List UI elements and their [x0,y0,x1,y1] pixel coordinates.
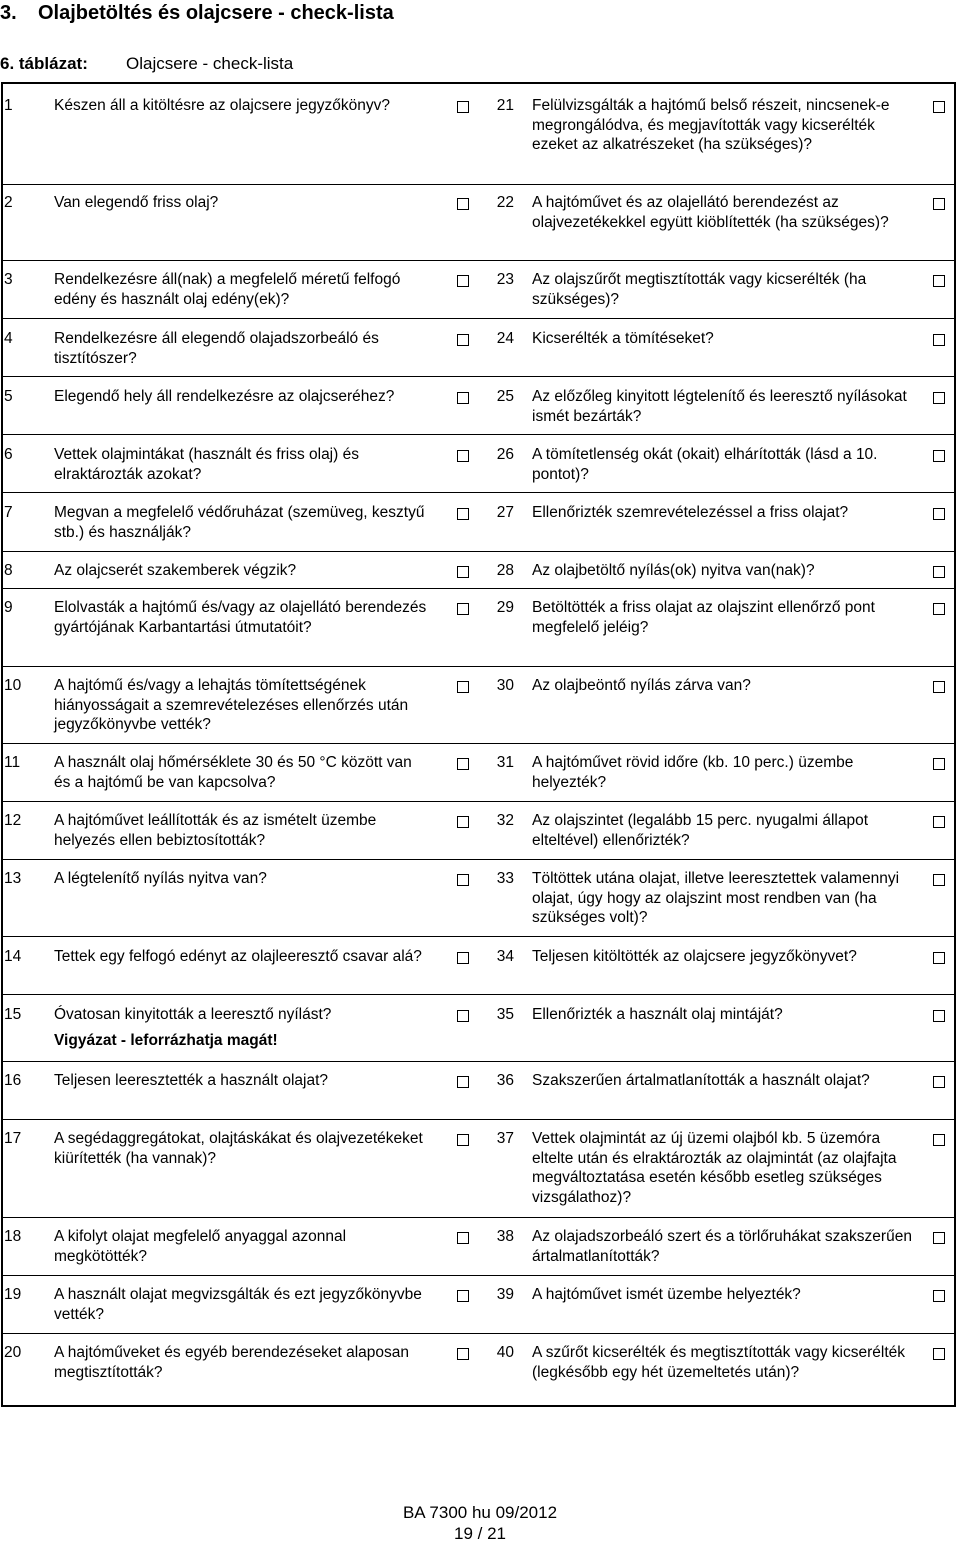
item-question-text: Az előzőleg kinyitott légtelenítő és leeresztő nyílásokat ismét bezárták? [532,388,907,425]
row-divider [1,551,956,552]
item-question [532,503,912,523]
item-question-text: A hajtómű és/vagy a lehajtás tömítettségének hiányosságait a szemrevételezéses ellenőrzés után jegyzőkönyvbe vették? [54,677,409,734]
item-question-text: Teljesen leeresztették a használt olajat? [54,1072,328,1089]
item-checkbox[interactable] [457,1290,469,1302]
item-question-text: Vettek olajmintát az új üzemi olajból kb. 5 üzemóra eltelte után és elraktározták az olajmintát (az olajfajta megváltoztatása esetén később esetleg szükséges vizsgálathoz)? [532,1130,897,1206]
item-question-text: Az olajadszorbeáló szert és a törlőruhákat szakszerűen ártalmatlanították? [532,1228,912,1265]
item-question [532,753,912,792]
item-question-text: A hajtóművet ismét üzembe helyezték? [532,1286,801,1303]
item-question-text: A légtelenítő nyílás nyitva van? [54,870,267,887]
item-checkbox[interactable] [457,275,469,287]
item-question-text: A használt olaj hőmérséklete 30 és 50 °C között van és a hajtómű be van kapcsolva? [54,754,412,791]
item-number: 8 [4,562,13,579]
item-question-text: A hajtóművet leállították és az ismételt üzembe helyezés ellen bebiztosították? [54,812,377,849]
item-question [532,947,912,967]
item-checkbox[interactable] [933,681,945,693]
item-number: 27 [496,504,514,521]
item-question-text: Szakszerűen ártalmatlanították a használt olajat? [532,1072,870,1089]
item-checkbox[interactable] [933,1076,945,1088]
item-question-text: A hajtóművet és az olajellátó berendezést az olajvezetékekkel együtt kiöblítették (ha szükséges)? [532,194,889,231]
item-checkbox[interactable] [457,392,469,404]
item-question [532,387,912,426]
item-checkbox[interactable] [933,1232,945,1244]
section-number: 3. [0,2,17,24]
item-question [54,329,432,368]
item-checkbox[interactable] [933,758,945,770]
item-question-text: Az olajszintet (legalább 15 perc. nyugalmi állapot elteltével) ellenőrizték? [532,812,869,849]
item-number: 24 [496,330,514,347]
item-question [54,387,432,407]
row-divider [1,743,956,744]
item-question [532,1285,912,1305]
item-question [532,676,912,696]
item-question [54,1071,432,1091]
warning-text: Vigyázat - leforrázhatja magát! [54,1031,278,1049]
item-question-text: A szűrőt kicserélték és megtisztították vagy kicserélték (legkésőbb egy hét üzemeltetés után)? [532,1344,905,1381]
row-divider [1,376,956,377]
row-divider [1,260,956,261]
item-checkbox[interactable] [457,816,469,828]
item-checkbox[interactable] [457,334,469,346]
item-checkbox[interactable] [457,1348,469,1360]
item-checkbox[interactable] [457,952,469,964]
item-checkbox[interactable] [933,275,945,287]
item-number: 36 [496,1072,514,1089]
item-question-text: Az olajbeöntő nyílás zárva van? [532,677,751,694]
item-question [532,598,912,637]
row-divider [1,492,956,493]
item-checkbox[interactable] [933,450,945,462]
item-number: 2 [4,194,13,211]
row-divider [1,318,956,319]
row-divider [1,1119,956,1120]
item-question-text: Betöltötték a friss olajat az olajszint ellenőrző pont megfelelő jeléig? [532,599,875,636]
item-question-text: Rendelkezésre áll elegendő olajadszorbeáló és tisztítószer? [54,330,379,367]
item-question-text: Teljesen kitöltötték az olajcsere jegyzőkönyvet? [532,948,857,965]
item-checkbox[interactable] [933,1010,945,1022]
item-question [54,1005,432,1050]
item-number: 18 [4,1228,22,1245]
item-checkbox[interactable] [933,874,945,886]
item-question-text: Az olajbetöltő nyílás(ok) nyitva van(nak)? [532,562,815,579]
item-question-text: Készen áll a kitöltésre az olajcsere jegyzőkönyv? [54,97,391,114]
item-checkbox[interactable] [457,758,469,770]
item-number: 21 [496,97,514,114]
item-number: 4 [4,330,13,347]
item-question [532,561,912,581]
item-number: 32 [496,812,514,829]
item-number: 39 [496,1286,514,1303]
row-divider [1,666,956,667]
item-question [54,811,432,850]
document-code: BA 7300 hu 09/2012 [402,1503,558,1522]
item-number: 3 [4,271,13,288]
row-divider [1,1217,956,1218]
page-number: 19 / 21 [454,1524,506,1543]
row-divider [1,184,956,185]
item-checkbox[interactable] [457,874,469,886]
item-number: 5 [4,388,13,405]
item-question [54,598,432,637]
row-divider [1,588,956,589]
item-question-text: A használt olajat megvizsgálták és ezt jegyzőkönyvbe vették? [54,1286,422,1323]
row-divider [1,994,956,995]
item-question [54,1129,432,1168]
item-checkbox[interactable] [933,1290,945,1302]
item-question [54,1285,432,1324]
item-question-text: Elolvasták a hajtómű és/vagy az olajellátó berendezés gyártójának Karbantartási útmutatóit? [54,599,427,636]
item-number: 14 [4,948,22,965]
item-number: 37 [496,1130,514,1147]
item-question [532,96,912,155]
item-question-text: A tömítetlenség okát (okait) elhárították (lásd a 10. pontot)? [532,446,878,483]
item-question [54,947,432,967]
item-question-text: Ellenőrizték a használt olaj mintáját? [532,1006,783,1023]
item-number: 20 [4,1344,22,1361]
item-question [532,869,912,928]
item-number: 33 [496,870,514,887]
item-number: 17 [4,1130,22,1147]
item-question-text: Van elegendő friss olaj? [54,194,219,211]
item-question-text: Tettek egy felfogó edényt az olajleeresztő csavar alá? [54,948,422,965]
item-question-text: A kifolyt olajat megfelelő anyaggal azonnal megkötötték? [54,1228,347,1265]
item-checkbox[interactable] [933,566,945,578]
item-question-text: A segédaggregátokat, olajtáskákat és olajvezetékeket kiürítették (ha vannak)? [54,1130,423,1167]
table-caption-text: Olajcsere - check-lista [126,54,294,73]
item-number: 34 [496,948,514,965]
item-question [54,869,432,889]
item-question [532,1227,912,1266]
table-caption-label: 6. táblázat: [0,54,88,73]
item-number: 22 [496,194,514,211]
row-divider [1,1061,956,1062]
item-question [532,1129,898,1207]
item-checkbox[interactable] [457,450,469,462]
item-question-text: Elegendő hely áll rendelkezésre az olajcseréhez? [54,388,395,405]
item-question [54,1227,432,1266]
row-divider [1,1333,956,1334]
item-number: 25 [496,388,514,405]
row-divider [1,801,956,802]
row-divider [1,936,956,937]
item-question [54,270,432,309]
item-question [54,503,432,542]
item-checkbox[interactable] [457,1134,469,1146]
item-question [54,753,432,792]
row-divider [1,859,956,860]
item-number: 28 [496,562,514,579]
item-number: 10 [4,677,22,694]
item-checkbox[interactable] [457,603,469,615]
item-checkbox[interactable] [933,1134,945,1146]
item-checkbox[interactable] [933,101,945,113]
item-number: 29 [496,599,514,616]
item-number: 13 [4,870,22,887]
item-question [54,445,432,484]
item-question-text: A hajtóművet rövid időre (kb. 10 perc.) üzembe helyezték? [532,754,854,791]
item-question-text: Rendelkezésre áll(nak) a megfelelő méretű felfogó edény és használt olaj edény(ek)? [54,271,401,308]
item-question-text: A hajtóműveket és egyéb berendezéseket alaposan megtisztították? [54,1344,410,1381]
item-number: 26 [496,446,514,463]
item-number: 35 [496,1006,514,1023]
item-question-text: Vettek olajmintákat (használt és friss olaj) és elraktározták azokat? [54,446,359,483]
section-title: Olajbetöltés és olajcsere - check-lista [38,2,394,24]
item-checkbox[interactable] [933,198,945,210]
item-checkbox[interactable] [457,508,469,520]
item-checkbox[interactable] [933,334,945,346]
item-question-text: Az olajcserét szakemberek végzik? [54,562,297,579]
item-checkbox[interactable] [457,101,469,113]
item-checkbox[interactable] [933,392,945,404]
item-checkbox[interactable] [457,566,469,578]
item-question [532,445,912,484]
item-checkbox[interactable] [457,1076,469,1088]
item-number: 31 [496,754,514,771]
item-checkbox[interactable] [933,1348,945,1360]
item-question-text: Ellenőrizték szemrevételezéssel a friss olajat? [532,504,849,521]
item-number: 38 [496,1228,514,1245]
item-number: 12 [4,812,22,829]
item-question [532,193,912,232]
item-question [532,1343,912,1382]
item-question-text: Kicserélték a tömítéseket? [532,330,714,347]
item-number: 1 [4,97,13,114]
item-question-text: Az olajszűrőt megtisztították vagy kicserélték (ha szükséges)? [532,271,867,308]
item-question-text: Felülvizsgálták a hajtómű belső részeit, nincsenek-e megrongálódva, és megjavították vagy kicserélték ezeket az alkatrészeket (ha szükséges)? [532,97,890,154]
item-question [532,1005,912,1025]
item-question-text: Megvan a megfelelő védőruházat (szemüveg, kesztyű stb.) és használják? [54,504,425,541]
item-question [54,193,432,213]
row-divider [1,1275,956,1276]
item-question [54,676,432,735]
item-number: 30 [496,677,514,694]
item-question [532,329,912,349]
item-question-text: Töltöttek utána olajat, illetve leeresztettek valamennyi olajat, úgy hogy az olajszint most rendben van (ha szükséges volt)? [532,870,900,927]
item-number: 9 [4,599,13,616]
item-question [532,811,912,850]
item-number: 40 [496,1344,514,1361]
item-question [54,561,432,581]
item-number: 15 [4,1006,22,1023]
item-checkbox[interactable] [933,816,945,828]
item-question-text: Óvatosan kinyitották a leeresztő nyílást? [54,1006,332,1023]
item-number: 19 [4,1286,22,1303]
item-number: 11 [4,754,21,771]
item-number: 16 [4,1072,22,1089]
item-checkbox[interactable] [933,603,945,615]
item-checkbox[interactable] [933,508,945,520]
row-divider [1,434,956,435]
item-checkbox[interactable] [457,1232,469,1244]
item-checkbox[interactable] [457,681,469,693]
item-number: 7 [4,504,13,521]
item-question [532,1071,912,1091]
item-checkbox[interactable] [933,952,945,964]
item-checkbox[interactable] [457,198,469,210]
item-number: 6 [4,446,13,463]
item-checkbox[interactable] [457,1010,469,1022]
item-number: 23 [496,271,514,288]
item-question [532,270,912,309]
item-question [54,1343,432,1382]
item-question [54,96,432,116]
